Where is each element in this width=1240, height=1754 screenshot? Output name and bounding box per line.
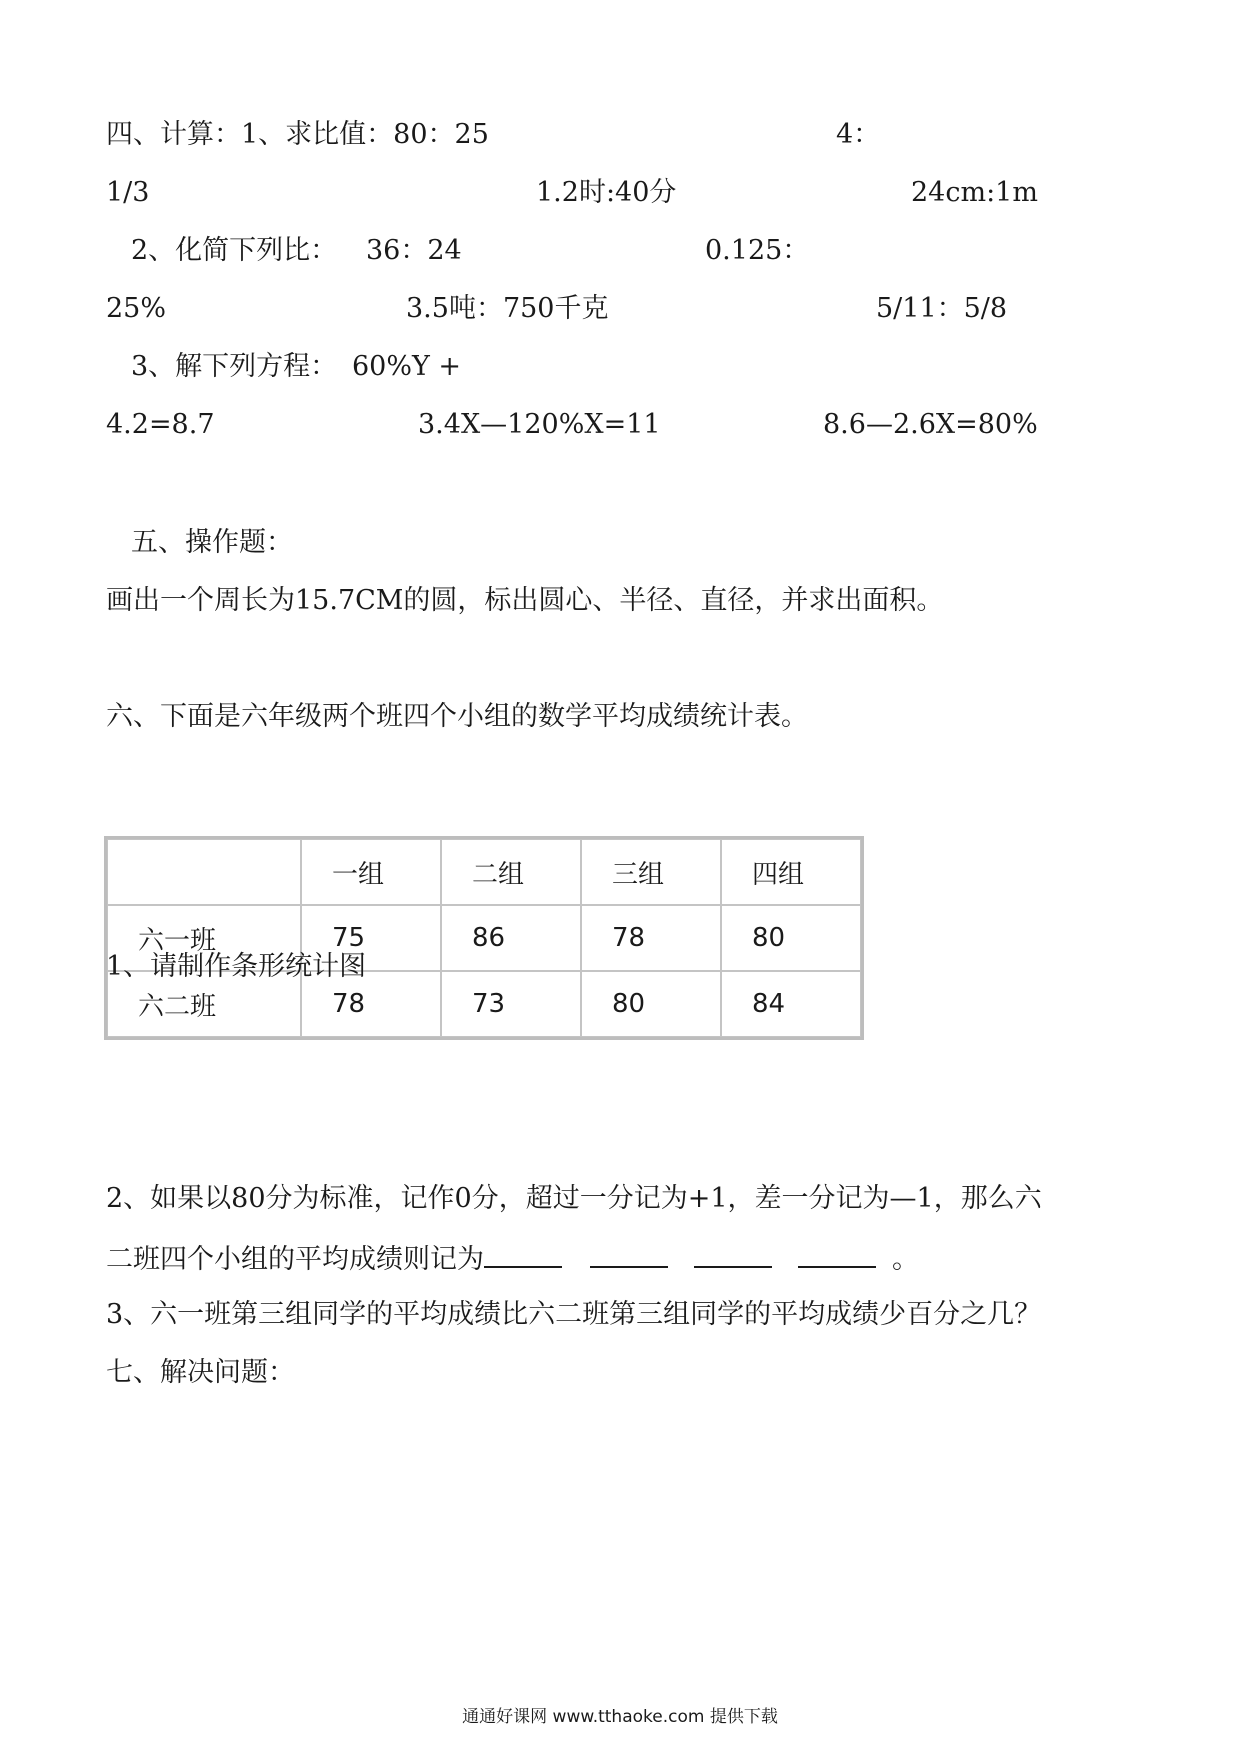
section5-text: 画出一个周长为15.7CM的圆，标出圆心、半径、直径，并求出面积。: [106, 585, 944, 616]
page-footer: 通通好课网 www.tthaoke.com 提供下载: [462, 1707, 778, 1727]
q1-item2-start: 4：: [836, 119, 881, 150]
table-cell: 84: [721, 971, 861, 1037]
q2-line2-text: 二班四个小组的平均成绩则记为: [106, 1244, 484, 1275]
table-cell: 80: [721, 905, 861, 971]
table-header-cell: 三组: [581, 839, 721, 905]
section5-heading: 五、操作题：: [131, 527, 293, 558]
section6-heading: 六、下面是六年级两个班四个小组的数学平均成绩统计表。: [106, 701, 808, 732]
table-header-cell: 一组: [301, 839, 441, 905]
table-cell: 78: [581, 905, 721, 971]
table-cell: 75: [301, 905, 441, 971]
section4-heading: 四、计算：1、求比值：80：25: [106, 119, 489, 150]
table-cell: 86: [441, 905, 581, 971]
q1-item4: 24cm:1m: [911, 177, 1038, 208]
q2-heading: 2、化简下列比：: [131, 235, 338, 266]
answer-blank[interactable]: [484, 1240, 562, 1268]
table-header-row: [107, 839, 861, 905]
q1-item2-end: 1/3: [106, 177, 150, 208]
q2-item1: 36：24: [366, 235, 462, 266]
q3-heading: 3、解下列方程：: [131, 351, 338, 382]
table-cell: 80: [581, 971, 721, 1037]
answer-blank[interactable]: [798, 1240, 876, 1268]
row-label: 六一班: [107, 905, 301, 971]
section6-q1: 1、请制作条形统计图: [106, 951, 367, 982]
q2-item2-start: 0.125：: [705, 235, 810, 266]
row-label: 六二班: [107, 971, 301, 1037]
q2-item4: 5/11：5/8: [876, 293, 1008, 324]
section6-q3: 3、六一班第三组同学的平均成绩比六二班第三组同学的平均成绩少百分之几？: [106, 1299, 1042, 1330]
q2-item3: 3.5吨：750千克: [406, 293, 609, 324]
q3-item1-start: 60%Y +: [352, 351, 462, 382]
q1-item3: 1.2时:40分: [536, 177, 677, 208]
table-header-cell: [107, 839, 301, 905]
q2-end-mark: 。: [892, 1244, 919, 1275]
table-header-cell: 四组: [721, 839, 861, 905]
table-header-cell: 二组: [441, 839, 581, 905]
section7-heading: 七、解决问题：: [106, 1357, 295, 1388]
q3-item1-end: 4.2=8.7: [106, 409, 215, 440]
q3-item2: 3.4X—120%X=11: [418, 409, 661, 440]
table-cell: 78: [301, 971, 441, 1037]
section6-q2-line2: [106, 1240, 919, 1277]
answer-blank[interactable]: [694, 1240, 772, 1268]
q3-item3: 8.6—2.6X=80%: [823, 409, 1038, 440]
answer-blank[interactable]: [590, 1240, 668, 1268]
section6-q2-line1: 2、如果以80分为标准，记作0分，超过一分记为+1，差一分记为—1，那么六: [106, 1183, 1042, 1214]
scores-table: [106, 838, 862, 1038]
table-cell: 73: [441, 971, 581, 1037]
q2-item2-end: 25%: [106, 293, 167, 324]
